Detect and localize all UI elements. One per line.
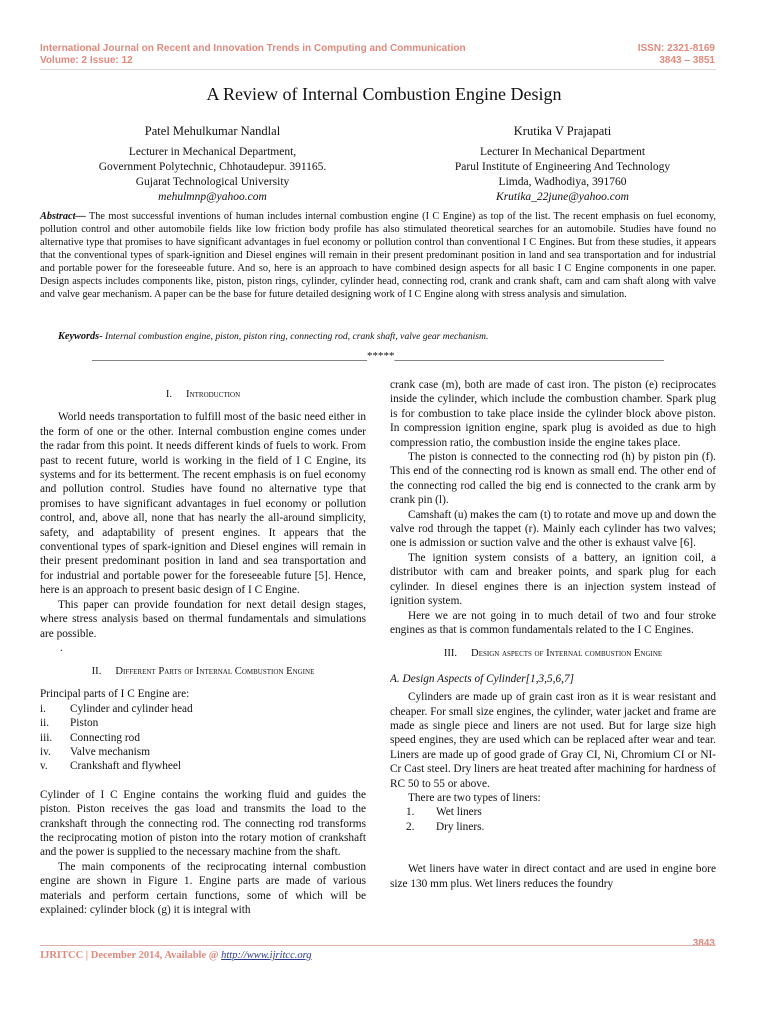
list-item-number: iii. [40, 731, 53, 744]
list-item-number: 2. [406, 820, 415, 833]
engine-parts-list [40, 702, 366, 774]
journal-pages: 3843 – 3851 [659, 55, 715, 66]
author-block-2 [410, 124, 715, 205]
list-item [40, 731, 366, 745]
list-item-number: iv. [40, 745, 51, 758]
list-item-text: Dry liners. [436, 820, 485, 833]
list-item-number: i. [40, 702, 46, 715]
keywords [58, 330, 488, 343]
author-block-1 [60, 124, 365, 205]
footer [40, 950, 312, 961]
footer-text: IJRITCC | December 2014, Available @ [40, 950, 222, 961]
section-number: II. [91, 665, 102, 677]
keywords-text: Internal combustion engine, piston, piston ring, connecting rod, crank shaft, valve gear mechanism. [102, 331, 489, 342]
section-title: Introduction [186, 389, 241, 400]
list-item-text: Crankshaft and flywheel [70, 760, 182, 773]
paragraph: Here we are not going in to much detail of two and four stroke engines as that is common fundamentals related to the I C Engines. [390, 609, 716, 636]
list-item [390, 805, 716, 819]
page-number: 3843 [692, 938, 715, 949]
section-number: III. [443, 648, 458, 660]
list-item-text: Wet liners [436, 806, 482, 819]
author-affiliation-line: Lecturer In Mechanical Department [479, 146, 646, 158]
author-affiliation-line: Lecturer in Mechanical Department, [128, 146, 297, 158]
list-item-text: Piston [70, 717, 99, 730]
author-name: Krutika V Prajapati [513, 124, 612, 138]
paragraph: crank case (m), both are made of cast iron. The piston (e) reciprocates inside the cylinder, which include the combustion chamber. Spark plug is for combustion to take place inside the cylinder block above piston. In compression ignition engine, spark plug is avoided as due to high compression ratio, the combustion inside the engine takes place. [390, 379, 716, 449]
list-item [40, 702, 366, 716]
list-item-number: v. [40, 760, 48, 773]
list-intro: There are two types of liners: [408, 791, 541, 804]
section-title: Different Parts of Internal Combustion Engine [115, 665, 315, 677]
paragraph: The ignition system consists of a battery, an ignition coil, a distributor with cam and breaker points, and spark plug for each cylinder. In diesel engines there is an injection system instead of ignition system. [390, 551, 716, 608]
journal-issn-block [638, 43, 715, 67]
left-column [40, 378, 366, 934]
author-email[interactable]: Krutika_22june@yahoo.com [496, 191, 629, 203]
paragraph: Wet liners have water in direct contact and are used in engine bore size 130 mm plus. Wet liners reduces the foundry [390, 863, 716, 890]
list-item [40, 745, 366, 759]
abstract-text: The most successful inventions of human includes internal combustion engine (I C Engine) as top of the list. The recent emphasis on fuel economy, pollution control and other automobile fields like low friction body profile has also stimulated theoretical searches for an automobile. Studies have found no alternative type that promises to have significant advantages in fuel economy or pollution control than conventional I C Engines. But from these studies, it appears that the conventional types of spark-ignition and Diesel engines will remain in their present predominant position in land and sea transportation and for industrial and portable power for the foreseeable future. And so, here is an approach to have combined design aspects for all basic I C Engine components in one paper. Design aspects includes components like, piston, piston rings, cylinder, cylinder head, connecting rod, crank and crank shaft, cam and cam shaft along with valve and valve gear mechanism. A paper can be the base for future detailed designing work of I C Engine along with stress analysis and simulation. [40, 211, 716, 300]
list-item-text: Cylinder and cylinder head [70, 702, 193, 715]
subsection-heading-cylinder: A. Design Aspects of Cylinder[1,3,5,6,7] [390, 672, 574, 685]
footer-divider [40, 945, 716, 946]
author-name: Patel Mehulkumar Nandlal [144, 124, 281, 138]
section-separator: __________________________________________________*****_________________________________________________ [92, 350, 664, 362]
author-affiliation-line: Gujarat Technological University [135, 176, 290, 188]
paragraph: This paper can provide foundation for next detail design stages, where stress analysis based on thermal fundamentals and simulations are possible. [40, 598, 366, 640]
paragraph: The piston is connected to the connecting rod (h) by piston pin (f). This end of the connecting rod is known as small end. The other end of the connecting rod called the big end is connected to the crank arm by crank pin (l). [390, 451, 716, 507]
list-item [40, 716, 366, 730]
paragraph: Camshaft (u) makes the cam (t) to rotate and move up and down the valve rod through the tappet (r). Mainly each cylinder has two valves; one is admission or suction valve and the other is exhaust valve [6]. [390, 508, 716, 550]
list-item [40, 759, 366, 773]
list-item-text: Connecting rod [70, 731, 140, 744]
liner-types-list [390, 805, 716, 834]
author-email[interactable]: mehulmnp@yahoo.com [158, 191, 267, 203]
paragraph: Cylinder of I C Engine contains the working fluid and guides the piston. Piston receives the gas load and transmits the load to the crankshaft through the connecting rod. The connecting rod transforms the reciprocating motion of piston into the rotary motion of crankshaft and the power is supplied to the necessary machine from the shaft. [40, 788, 366, 859]
section-title: Design aspects of Internal combustion Engine [471, 648, 663, 660]
spacer [40, 774, 366, 788]
abstract [40, 210, 716, 301]
list-item-number: 1. [406, 806, 415, 819]
journal-website-link[interactable]: http://www.ijritcc.org [221, 950, 312, 961]
journal-name: International Journal on Recent and Innovation Trends in Computing and Communication [40, 43, 466, 54]
stray-dot: . [60, 641, 63, 654]
spacer [390, 848, 716, 862]
header-divider [40, 69, 716, 70]
author-affiliation-line: Government Polytechnic, Chhotaudepur. 391165. [98, 161, 327, 173]
author-affiliation-line: Parul Institute of Engineering And Technology [454, 161, 671, 173]
paragraph: World needs transportation to fulfill most of the basic need either in the form of one or the other. Internal combustion engine comes under the radar from this point. It needs different kinds of fuels to work. From past to recent future, world is working in the field of I C Engine, its systems and for its betterment. The recent emphasis is on fuel economy and pollution control. Studies have found no alternative type that promises to have significant advantages in fuel economy or pollution control, and, above all, none that has nearly the all-around simplicity, safety, and adaptability of present engines. It appears that the conventional types of spark-ignition and Diesel engines will remain in their present predominant position in land and sea transportation and for industrial and portable power for the foreseeable future [5]. Hence, here is an approach to present basic design of I C Engine. [40, 411, 366, 597]
paragraph: The main components of the reciprocating internal combustion engine are shown in Figure 1. Engine parts are made of various materials and perform certain functions, some of which will be explained: cylinder block (g) it is integral with [40, 860, 366, 916]
paragraph: Cylinders are made up of grain cast iron as it is wear resistant and cheaper. For small size engines, the cylinder, water jacket and frame are made as single piece and liners are not used. But for large size high speed engines, they are used which can be replaced after wear and tear. Liners are made up of good grade of Gray CI, Ni, Chromium CI or NI-Cr Cast steel. Dry liners are heat treated after machining for hardness of RC 50 to 55 or above. [390, 691, 716, 790]
author-affiliation-line: Limda, Wadhodiya, 391760 [498, 176, 627, 188]
list-intro: Principal parts of I C Engine are: [40, 688, 190, 701]
journal-header [40, 43, 466, 67]
section-heading-parts [40, 665, 366, 679]
list-item [390, 820, 716, 834]
list-item-number: ii. [40, 717, 50, 730]
list-item-text: Valve mechanism [70, 745, 150, 758]
section-number: I. [165, 389, 173, 400]
spacer [390, 834, 716, 848]
right-column [390, 378, 716, 934]
abstract-label: Abstract— [40, 211, 86, 222]
section-heading-introduction [40, 388, 366, 402]
journal-issn: ISSN: 2321-8169 [637, 43, 715, 54]
section-heading-design-aspects [390, 647, 716, 661]
keywords-label: Keywords- [58, 331, 103, 342]
journal-volume: Volume: 2 Issue: 12 [40, 55, 133, 66]
paper-title: A Review of Internal Combustion Engine Design [206, 84, 562, 104]
